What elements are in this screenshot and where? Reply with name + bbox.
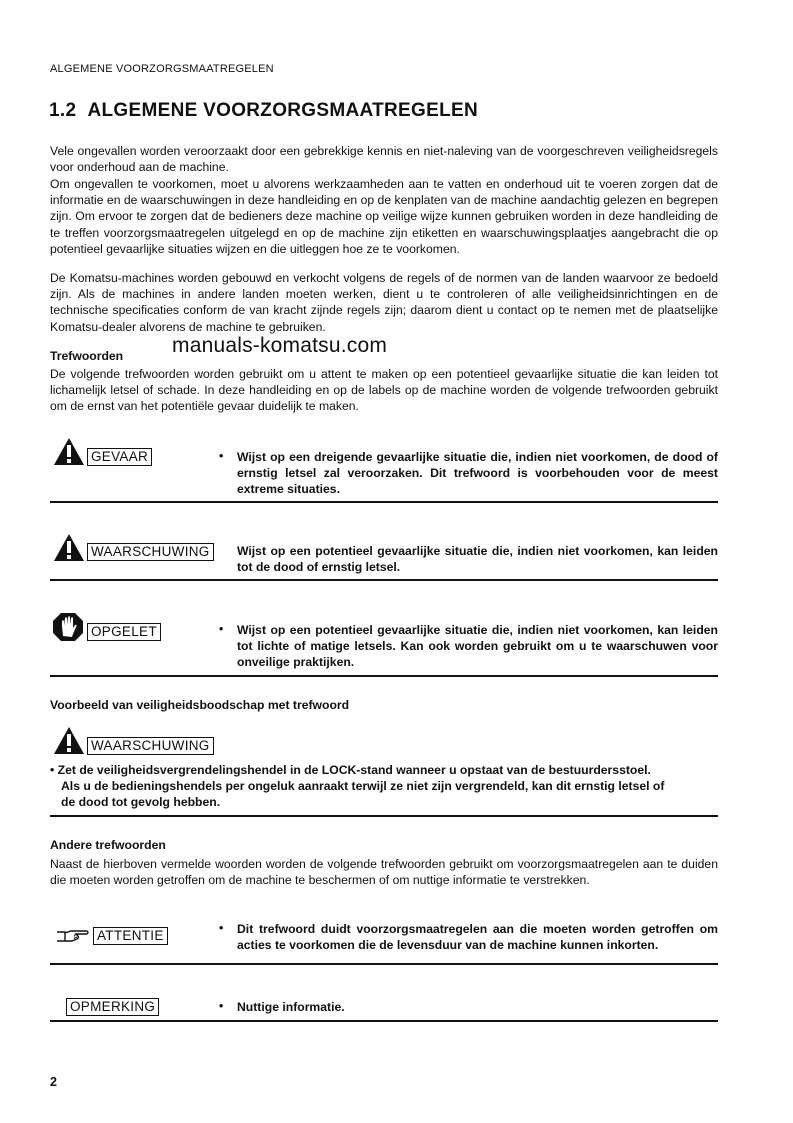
opmerking-description: Nuttige informatie. (237, 1000, 345, 1014)
attentie-label: ATTENTIE (93, 927, 168, 945)
signal-words-heading: Trefwoorden (50, 349, 124, 363)
opgelet-description: Wijst op een potentieel gevaarlijke situatie die, indien niet voorkomen, kan leiden tot lichte of matige letsels. Kan ook worden gebruikt om u te waarschuwen voor onveilige praktijken. (237, 623, 718, 670)
page-number: 2 (50, 1075, 57, 1089)
running-header: ALGEMENE VOORZORGSMAATREGELEN (50, 63, 274, 75)
example-heading: Voorbeeld van veiligheidsboodschap met trefwoord (50, 698, 350, 712)
section-number: 1.2 (49, 100, 77, 121)
intro-paragraph-2: Om ongevallen te voorkomen, moet u alvorens werkzaamheden aan te vatten en onderhoud uit te voeren zorgen dat de informatie en de waarschuwingen in deze handleiding en op de kenplaten van de machine aandachtig gelezen en begrepen zijn. Om ervoor te zorgen dat de bedieners deze machine op veilige wijze kunnen gebruiken worden in deze handleiding de te treffen voorzorgsmaatregelen uitgelegd en op de machine zijn etiketten en waarschuwingsplaatjes aangebracht die op potentieel gevaarlijke situaties wijzen en die uitleggen hoe ze te voorkomen. (50, 177, 718, 256)
warning-triangle-icon (53, 533, 85, 562)
example-line-2: Als u de bedieningshendels per ongeluk aanraakt terwijl ze niet zijn vergrendeld, kan dit ernstig letsel of (61, 779, 665, 794)
divider (50, 963, 718, 965)
stop-hand-icon (52, 612, 84, 642)
bullet: • (219, 622, 224, 636)
intro-paragraph-1: Vele ongevallen worden veroorzaakt door een gebrekkige kennis en niet-naleving van de voorgeschreven veiligheidsregels voor onderhoud aan de machine. (50, 144, 718, 175)
divider (50, 675, 718, 677)
opgelet-label: OPGELET (87, 623, 161, 641)
warning-triangle-icon (53, 437, 85, 466)
section-title (49, 100, 478, 122)
gevaar-label: GEVAAR (87, 448, 152, 466)
bullet: • (219, 999, 224, 1013)
waarschuwing-label: WAARSCHUWING (87, 543, 214, 561)
signal-words-intro: De volgende trefwoorden worden gebruikt om u attent te maken op een potentieel gevaarlijke situatie die kan leiden tot lichamelijk letsel of schade. In deze handleiding en op de labels op de machine worden de volgende trefwoorden gebruikt om de ernst van het potentiële gevaar duidelijk te maken. (50, 367, 718, 414)
example-line-3: de dood tot gevolg hebben. (61, 795, 221, 810)
divider (50, 815, 718, 817)
example-waarschuwing-label: WAARSCHUWING (87, 737, 214, 755)
watermark-text: manuals-komatsu.com (172, 334, 388, 357)
bullet: • (219, 921, 224, 935)
divider (50, 1020, 718, 1022)
pointing-hand-icon (56, 929, 89, 943)
attentie-description: Dit trefwoord duidt voorzorgsmaatregelen aan die moeten worden getroffen om acties te voorkomen die de levensduur van de machine kunnen inkorten. (237, 922, 718, 953)
intro-paragraph-3: De Komatsu-machines worden gebouwd en verkocht volgens de regels of de normen van de landen waarvoor ze bedoeld zijn. Als de machines in andere landen moeten werken, dient u te controleren of alle veiligheidsinrichtingen en de technische specificaties conform de van kracht zijnde regels zijn; daarom dient u contact op te nemen met de plaatselijke Komatsu-dealer alvorens de machine te gebruiken. (50, 271, 718, 334)
section-title-text: ALGEMENE VOORZORGSMAATREGELEN (87, 100, 478, 121)
divider (50, 501, 718, 503)
waarschuwing-description: Wijst op een potentieel gevaarlijke situatie die, indien niet voorkomen, kan leiden tot de dood of ernstig letsel. (237, 544, 718, 575)
example-message (50, 762, 718, 811)
example-line-1: • Zet de veiligheidsvergrendelingshendel in de LOCK-stand wanneer u opstaat van de bestuurdersstoel. (50, 763, 651, 777)
bullet: • (219, 449, 224, 463)
opmerking-label: OPMERKING (66, 998, 159, 1016)
other-words-heading: Andere trefwoorden (50, 838, 166, 852)
gevaar-description: Wijst op een dreigende gevaarlijke situatie die, indien niet voorkomen, de dood of ernstig letsel zal veroorzaken. Dit trefwoord is voorbehouden voor de meest extreme situaties. (237, 450, 718, 497)
divider (50, 579, 718, 581)
other-words-intro: Naast de hierboven vermelde woorden worden de volgende trefwoorden gebruikt om voorzorgsmaatregelen aan te duiden die moeten worden getroffen om de machine te beschermen of om nuttige informatie te verstrekken. (50, 857, 718, 888)
warning-triangle-icon (53, 726, 85, 755)
